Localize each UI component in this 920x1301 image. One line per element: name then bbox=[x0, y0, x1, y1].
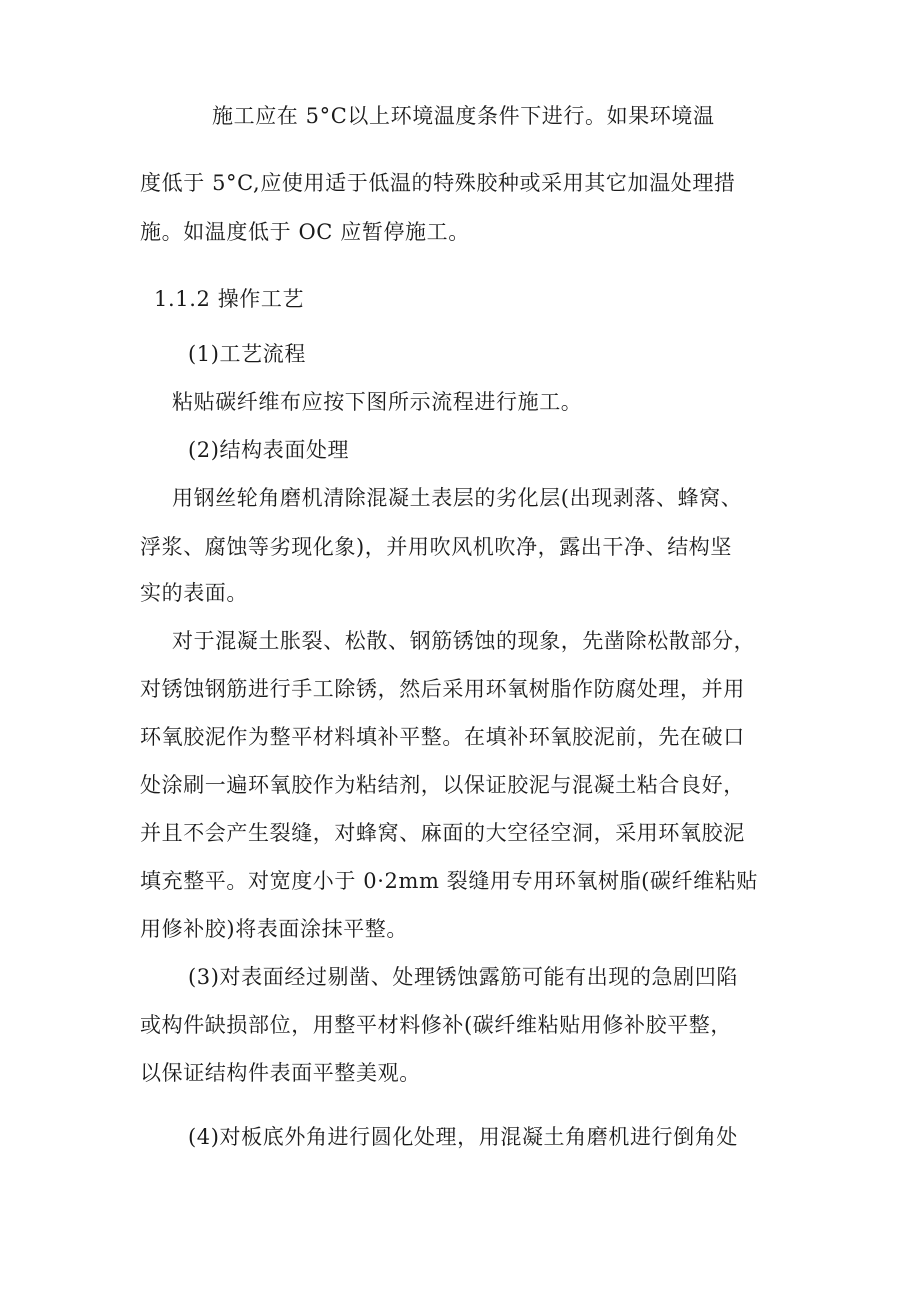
step3-line-2: 或构件缺损部位，用整平材料修补(碳纤维粘贴用修补胶平整， bbox=[140, 1013, 732, 1037]
step1-body: 粘贴碳纤维布应按下图所示流程进行施工。 bbox=[172, 390, 583, 414]
step2-body-a-line-2: 浮浆、腐蚀等劣现化象)，并用吹风机吹净，露出干净、结构坚 bbox=[140, 535, 732, 559]
step2-body-b-line-7: 用修补胶)将表面涂抹平整。 bbox=[140, 917, 408, 941]
step2-body-b-line-1: 对于混凝土胀裂、松散、钢筋锈蚀的现象，先凿除松散部分， bbox=[172, 629, 756, 653]
step3-line-1: (3)对表面经过剔凿、处理锈蚀露筋可能有出现的急剧凹陷 bbox=[188, 965, 738, 989]
section-heading: 1.1.2 操作工艺 bbox=[154, 287, 305, 311]
step1-heading: (1)工艺流程 bbox=[188, 342, 306, 366]
step2-body-b-line-6: 填充整平。对宽度小于 0·2mm 裂缝用专用环氧树脂(碳纤维粘贴 bbox=[140, 869, 758, 893]
step2-body-a-line-3: 实的表面。 bbox=[140, 581, 248, 605]
step2-body-b-line-3: 环氧胶泥作为整平材料填补平整。在填补环氧胶泥前，先在破口 bbox=[140, 725, 745, 749]
temperature-line-1: 施工应在 5°C以上环境温度条件下进行。如果环境温 bbox=[212, 104, 715, 128]
step2-body-b-line-4: 处涂刷一遍环氧胶作为粘结剂，以保证胶泥与混凝土粘合良好， bbox=[140, 773, 745, 797]
step2-heading: (2)结构表面处理 bbox=[188, 438, 350, 462]
step2-body-b-line-2: 对锈蚀钢筋进行手工除锈，然后采用环氧树脂作防腐处理，并用 bbox=[140, 677, 745, 701]
step4-line-1: (4)对板底外角进行圆化处理，用混凝土角磨机进行倒角处 bbox=[188, 1125, 738, 1149]
step2-body-b-line-5: 并且不会产生裂缝，对蜂窝、麻面的大空径空洞，采用环氧胶泥 bbox=[140, 821, 745, 845]
step2-body-a-line-1: 用钢丝轮角磨机清除混凝土表层的劣化层(出现剥落、蜂窝、 bbox=[172, 486, 743, 510]
temperature-line-3: 施。如温度低于 OC 应暂停施工。 bbox=[140, 220, 470, 244]
step3-line-3: 以保证结构件表面平整美观。 bbox=[140, 1061, 421, 1085]
temperature-line-2: 度低于 5°C,应使用适于低温的特殊胶种或采用其它加温处理措 bbox=[140, 171, 736, 195]
